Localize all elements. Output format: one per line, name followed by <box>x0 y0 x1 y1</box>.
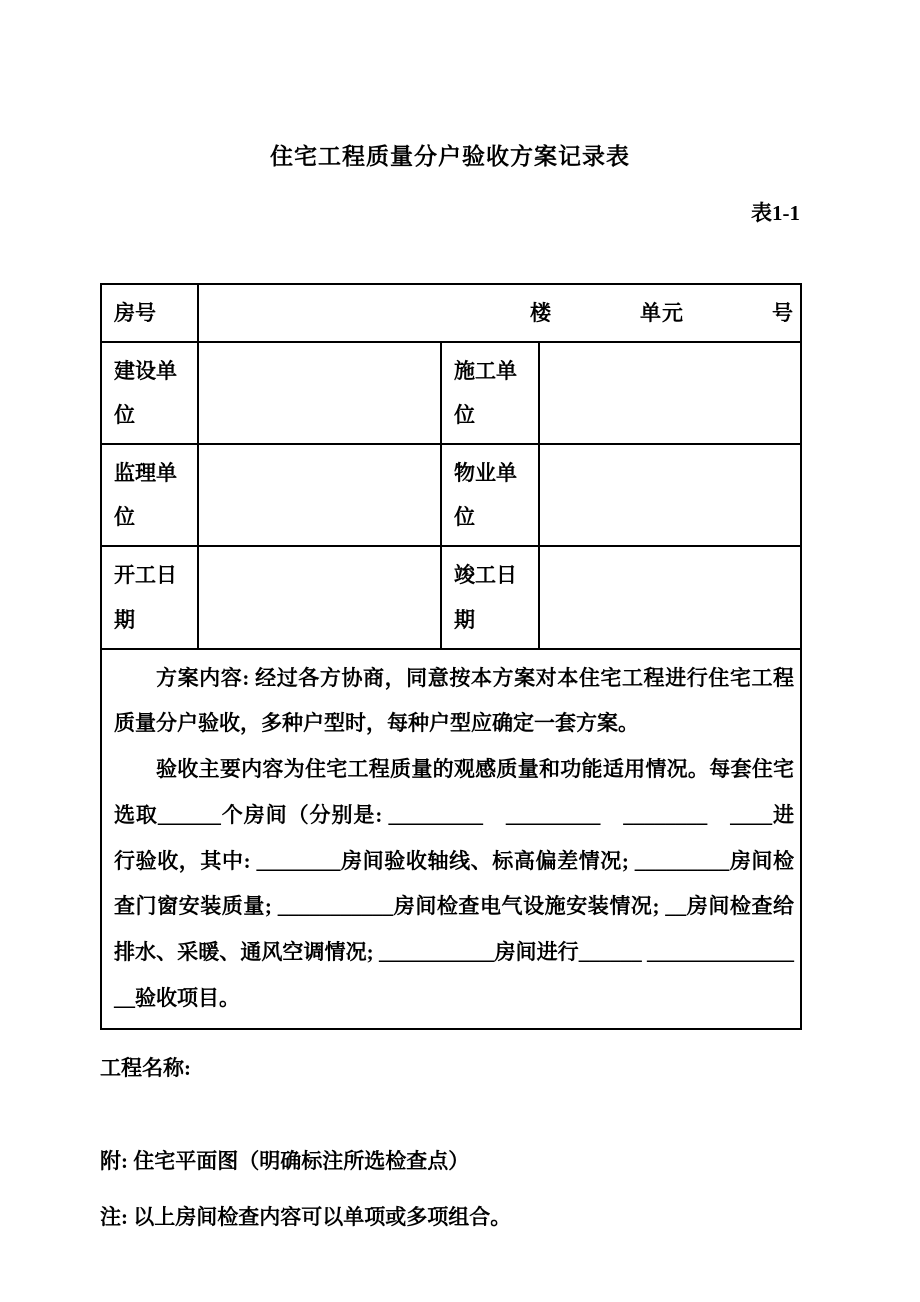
supervision-unit-value-cell <box>198 444 441 546</box>
property-unit-value-cell <box>539 444 801 546</box>
room-number-value-cell: 楼 单元 号 <box>198 284 801 342</box>
acceptance-plan-table <box>100 283 802 1030</box>
table-row-dates <box>101 546 801 648</box>
contractor-unit-value-cell <box>539 342 801 444</box>
table-row-plan-content <box>101 649 801 1029</box>
plan-content-paragraph-2: 验收主要内容为住宅工程质量的观感质量和功能适用情况。每套住宅选取______个房间（分别是: _________ _________ ________ ____进行验收，其中: ________房间验收轴线、标高偏差情况; _________房间检查门窗安装质量; ___________房间检查电气设施安装情况; __房间检查给排水、采暖、通风空调情况; ___________房间进行______ ________________验收项目。 <box>114 757 795 1011</box>
page-title: 住宅工程质量分户验收方案记录表 <box>270 144 630 169</box>
completion-date-label: 竣工日期 <box>441 546 539 648</box>
completion-date-value-cell <box>539 546 801 648</box>
table-row-room-number <box>101 284 801 342</box>
start-date-value-cell <box>198 546 441 648</box>
contractor-unit-label: 施工单位 <box>441 342 539 444</box>
table-row-units-1 <box>101 342 801 444</box>
combination-note: 注: 以上房间检查内容可以单项或多项组合。 <box>100 1204 512 1229</box>
table-row-units-2 <box>101 444 801 546</box>
start-date-label: 开工日期 <box>101 546 198 648</box>
plan-content-paragraph-1: 方案内容: 经过各方协商，同意按本方案对本住宅工程进行住宅工程质量分户验收，多种户型时，每种户型应确定一套方案。 <box>114 665 795 736</box>
room-number-label: 房号 <box>101 284 198 342</box>
construction-unit-value-cell <box>198 342 441 444</box>
supervision-unit-label: 监理单位 <box>101 444 198 546</box>
property-unit-label: 物业单位 <box>441 444 539 546</box>
table-number-label: 表1-1 <box>751 201 800 225</box>
attachment-note: 附: 住宅平面图（明确标注所选检查点） <box>100 1149 470 1174</box>
plan-content-cell <box>101 649 801 1029</box>
project-name-label: 工程名称: <box>100 1055 191 1080</box>
construction-unit-label: 建设单位 <box>101 342 198 444</box>
